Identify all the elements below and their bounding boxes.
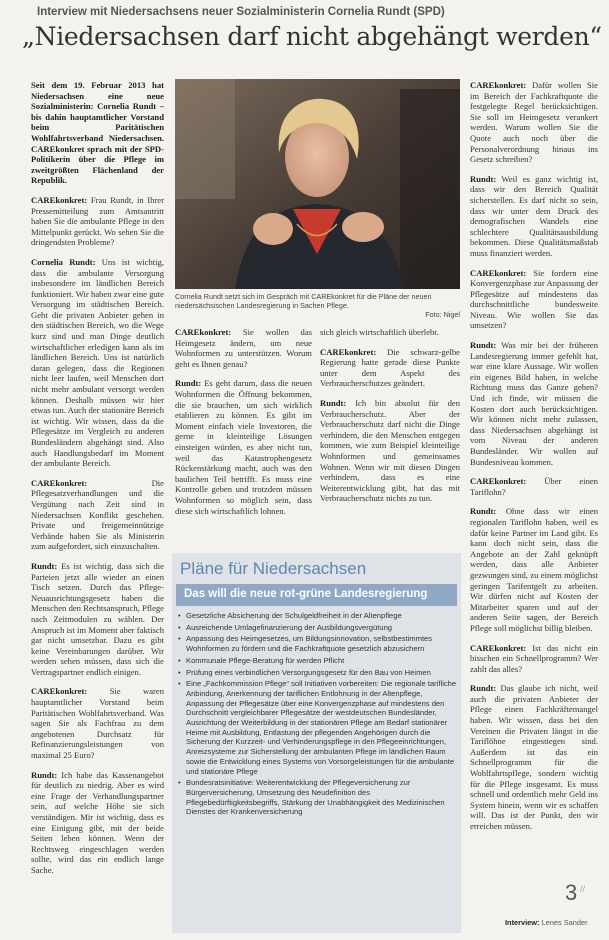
page-number: 3 <box>565 880 578 905</box>
answer: Rundt: Ohne dass wir einen regionalen Tariflohn haben, weil es dafür keine Partner im Land gibt. Es kann doch nicht sein, dass die Angebote an der Zahl geknüpft werden, dass alle Anbieter gezwungen sind, zu einem möglichst geringen Tarifentgelt zu arbeiten. Wir dürfen nicht auf Kosten der Mitarbeiter sparen und auf der anderen Seite sagen, der Bereich Pflege soll möglichst billig bleiben. <box>470 506 598 633</box>
list-item: • Anpassung des Heimgesetzes, um Bildungsinnovation, selbstbestimmtes Wohnformen zu fördern und die Fachkraftquote gesetzlich abzusichern <box>176 634 457 653</box>
question: CAREkonkret: Frau Rundt, in Ihrer Pressemitteilung zum Amtsantritt haben Sie die ambulante Pflege in den Mittelpunkt gerückt. Wo sehen Sie die dringendsten Probleme? <box>31 194 164 248</box>
list-item: • Eine „Fachkommission Pflege“ soll Initiativen vorbereiten: Die regionale tarifliche Anbindung, Anerkennung der tariflichen Entlohnung in der Altenpflege, Anpassung der Pflegesätze über eine Konvergenzphase auf mindestens den Durchschnitt vergleichbarer Pflegesätze der westdeutschen Bundesländer, Ausrichtung der Weiterbildung in der stationären Pflege am Bedarf stationärer Heime mit Ausbildung, Entlastung der pflegenden Angehörigen durch die Sicherung der Kurzzeit- und Verhinderungspflege in den Pflegeeinrichtungen, Anreizsysteme zur Sicherstellung der ambulanten Pflege im ländlichen Raum sowie die Entwicklung eines Systems von Vorsorgeleistungen für die ambulante und stationäre Pflege <box>176 679 457 776</box>
answer-continued: sich gleich wirtschaftlich überlebt. <box>320 327 439 337</box>
answer: Rundt: Ich bin absolut für den Verbraucherschutz. Aber der Verbraucherschutz darf nicht die Dinge verhindern, die den Menschen entgegen kommen, wie zum Beispiel kleinteilige Wohnformen und gemeinsames Wohnen. Wenn wir mit diesen Dingen verhindern, dass es eine Weiterentwicklung gibt, hat das mit Verbraucherschutz nichts zu tun. <box>320 397 460 504</box>
portrait-photo <box>175 79 460 289</box>
question: CAREkonkret: Die schwarz-gelbe Regierung hatte gerade diese Punkte unter dem Aspekt des Verbraucherschutzes geändert. <box>320 346 460 389</box>
article-kicker: Interview mit Niedersachsens neuer Sozialministerin Cornelia Rundt (SPD) <box>37 6 445 18</box>
page-mark: // <box>580 884 586 894</box>
list-item: • Gesetzliche Absicherung der Schulgeldfreiheit in der Altenpflege <box>176 611 457 621</box>
article-column-3 <box>320 327 460 552</box>
plans-info-box <box>172 553 461 933</box>
plans-list <box>176 611 457 819</box>
article-column-4 <box>470 80 598 915</box>
list-item: • Bundesratsinitiative: Weiterentwicklung der Pflegeversicherung zur Bürgerversicherung, Umsetzung des Neudefinition des Pflegebedürftigkeitsbegriffs, Stärkung der Unabhängigkeit des Medizinischen Dienstes der Krankenversicherung <box>176 778 457 817</box>
question: CAREkonkret: Ist das nicht ein bisschen ein Schnellprogramm? Wer zahlt das alles? <box>470 642 598 674</box>
photo-caption: Cornelia Rundt setzt sich im Gespräch mit CAREkonkret für die Pläne der neuen niedersächsischen Landesregierung in Sachen Pflege. Foto: Nigel <box>175 292 460 319</box>
answer: Cornelia Rundt: Uns ist wichtig, dass die ambulante Versorgung insbesondere im ländlichen Bereich funktioniert. Wir haben zwar eine gute Versorgung im städtischen Bereich. Geht die privaten Anbieter gehen in den städtischen Bereich, wo die Wege kurz sind und man Dinge deutlich wirtschaftlicher erledigen kann als im ländlichen Bereich. Uns ist natürlich daran gelegen, dass die Regionen nicht leer laufen, weil Menschen dort nicht mehr ambulant versorgt werden können. Deshalb müssen wir hier etwas tun. Auch der stationäre Bereich ist wichtig. Wir wissen, dass da die Pflegesätze im Vergleich zu anderen Bundesländern abgehängt sind. Also auch Handlungsbedarf im Moment der ambulante Bereich. <box>31 256 164 469</box>
box-title: Pläne für Niedersachsen <box>180 559 367 578</box>
question: CAREkonkret: Sie waren hauptamtlicher Vorstand beim Paritätischen Wohlfahrtsverband. Was sagen Sie als Fachfrau zu dem angebotenen Durchsatz für Refinanzierungsleistungen von maximal 25 Euro? <box>31 686 164 761</box>
question: CAREkonkret: Dafür wollen Sie im Bereich der Fachkraftquote die festgelegte Regel berücksichtigen. Sie soll im Heimgesetz verankert werden. Warum wollen Sie die Quote auch noch über die Personalverordnung hinaus ins Gesetz schreiben? <box>470 80 598 165</box>
list-item: • Prüfung eines verbindlichen Versorgungsgesetz für den Bau von Heimen <box>176 668 457 678</box>
article-column-2 <box>175 327 312 552</box>
answer: Rundt: Das glaube ich nicht, weil auch die privaten Anbieter der Pflege einen Fachkräftemangel haben. Wir wissen, dass bei den Vereinen die Privaten längst in die Tariflöhne eingestiegen sind. Außerdem ist das ein Schnellprogramm für die Wohlfahrtspflege, sondern wichtig für die Pflege insgesamt. Es muss schnell und ordentlich mehr Geld ins System hinein, wenn wir es schaffen will. Das ist der Punkt, den wir erreichen müssen. <box>470 683 598 831</box>
article-headline: „Niedersachsen darf nicht abgehängt werden“ <box>22 22 602 51</box>
question: CAREkonkret: Über einen Tariflohn? <box>470 476 598 497</box>
photo-credit: Foto: Nigel <box>425 310 460 319</box>
answer: Rundt: Ich habe das Kassenangebot für deutlich zu niedrig. Aber es wird eine Frage der Verhandlungspartner sein, auf welche Höhe sie sich verständigen. Mir ist wichtig, dass es eine Einigung gibt, mit der beide Seiten leben können. Wenn der Rechtsweg eingeschlagen werden sollte, wird das ein endlich lange Sache. <box>31 769 164 875</box>
list-item: • Ausreichende Umlagefinanzierung der Ausbildungsvergütung <box>176 623 457 633</box>
question: CAREkonkret: Die Pflegesatzverhandlungen und die Vergütung nach Zeit sind in Niedersachsen Konflikt geschehen. Private und freigemeinnützige Verbände haben Sie als Ministerin zum aufgefordert, sich einzuschalten. <box>31 477 164 552</box>
list-item: • Kommunale Pflege-Beratung für werden Pflicht <box>176 656 457 666</box>
answer: Rundt: Es geht darum, dass die neuen Wohnformen die Öffnung bekommen, die sie brauchen, um sich wirklich etablieren zu können. Es gibt im Moment einfach viele Investoren, die gerne in kleinteilige Lösungen einsteigen würden, es aber nicht tun, weil das Katastrophengesetz Rückenstärkung macht, auch was den baulichen Teil betrifft. Es muss eine Kontrolle geben und trotzdem müssen Wohnformen so möglich sein, dass diese sich wirtschaftlich lohnen. <box>175 378 312 516</box>
answer: Rundt: Weil es ganz wichtig ist, dass wir den Bereich Qualität sicherstellen. Es darf nicht so sein, dass wir unter dem Druck des demografischen Wandels eine schlechtere Qualitätsausbildung bekommen. Diese Qualitätsmaßstab muss finanziert werden. <box>470 173 598 258</box>
box-subtitle: Das will die neue rot-grüne Landesregierung <box>176 584 457 606</box>
interview-credit: Interview: Lenes Sander <box>505 918 588 927</box>
article-intro: Seit dem 19. Februar 2013 hat Niedersachsen eine neue Sozialministerin: Cornelia Rundt – bis dahin hauptamtlicher Vorstand beim Paritätischen Wohlfahrtsverband Niedersachsen. CAREkonkret sprach mit der SPD-Politikerin über die Pflege im zweitgrößten Flächenland der Republik. <box>31 80 164 186</box>
question: CAREkonkret: Sie fordern eine Konvergenzphase zur Anpassung der Pflegesätze auf mindestens das durchschnittliche bundesweite Niveau. Wie wollen Sie das umsetzen? <box>470 267 598 331</box>
answer: Rundt: Es ist wichtig, dass sich die Parteien jetzt alle wieder an einen Tisch setzen. Durch das Pflege-Neuausrichtungsgesetz haben die Menschen den Rechtsanspruch, Pflege nach Zeitmodulen zu wählen. Der Anspruch ist im Moment aber faktisch gar nicht umsetzbar. Dazu es gibt keine Vereinbarungen darüber. Wir werden sehen müssen, dass sich die Vertragspartner endlich einigen. <box>31 560 164 677</box>
answer: Rundt: Was mir bei der früheren Landesregierung immer gefehlt hat, war eine klare Aussage. Wir wollen ein eigenes Bild haben, in welche Richtung muss das Ganze gehen? Und ich finde, wir müssen die Kosten dort auch berücksichtigen. Wir können nicht mehr zulassen, dass Niedersachsen abgehängt ist vom Niveau der anderen Bundesländer. Wir wollen auf Bundesniveau kommen. <box>470 340 598 467</box>
article-column-1 <box>31 80 164 930</box>
question: CAREkonkret: Sie wollen das Heimgesetz ändern, um neue Wohnformen zu unterstützen. Worum geht es Ihnen genau? <box>175 327 312 369</box>
